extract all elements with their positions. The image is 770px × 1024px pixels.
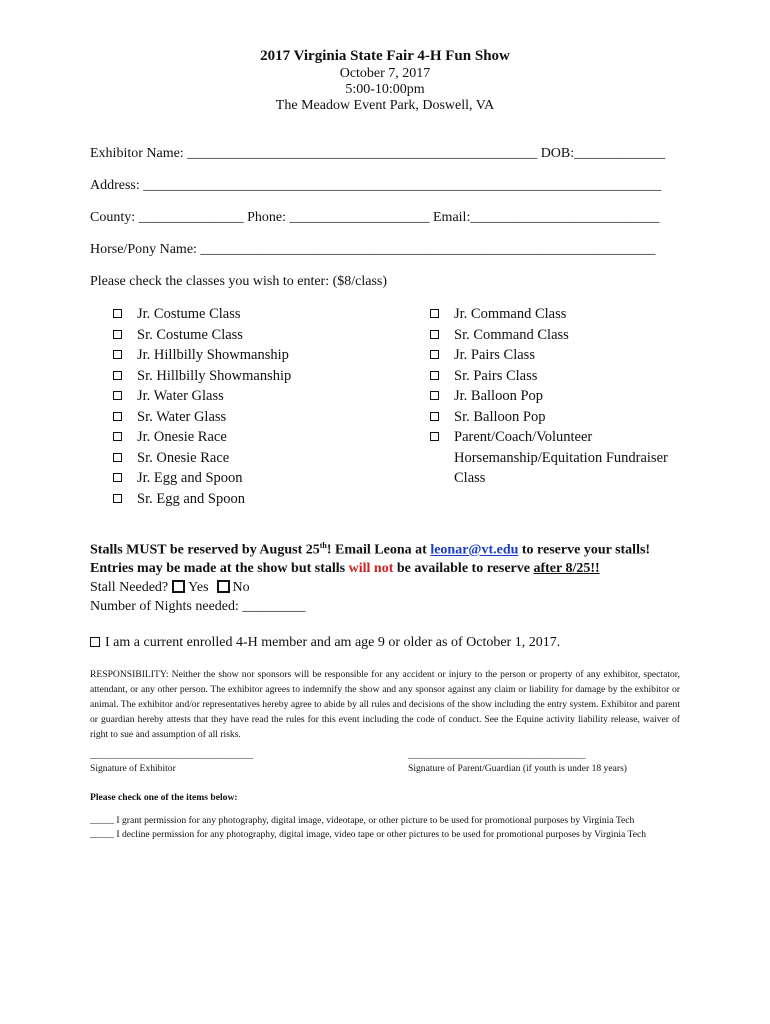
class-option[interactable] [113,407,291,428]
guardian-signature-line[interactable]: _____________________________________ [408,750,586,761]
class-option[interactable] [113,448,291,469]
checkbox-icon[interactable] [430,432,439,441]
class-option[interactable] [430,325,668,346]
stalls-text: Stalls MUST be reserved by August 25 [90,542,320,558]
class-option[interactable] [113,345,291,366]
class-label: Jr. Command Class [454,306,567,322]
class-option[interactable] [113,304,291,325]
member-statement-row [90,635,560,651]
ordinal-suffix: th [319,541,327,550]
exhibitor-signature-label: Signature of Exhibitor [90,763,176,774]
event-time: 5:00-10:00pm [345,82,425,97]
class-option[interactable] [430,427,668,448]
class-option[interactable] [430,345,668,366]
stall-needed-row [90,580,250,596]
no-checkbox[interactable] [217,580,230,593]
member-statement: I am a current enrolled 4-H member and am age 9 or older as of October 1, 2017. [105,635,561,650]
exhibitor-signature-line[interactable]: __________________________________ [90,750,254,761]
class-label: Jr. Egg and Spoon [137,470,243,486]
entries-text: Entries may be made at the show but stalls [90,561,349,576]
county-phone-email-field[interactable]: County: _______________ Phone: ____________________ Email:___________________________ [90,210,660,225]
exhibitor-name-field[interactable]: Exhibitor Name: __________________________________________________ DOB:_____________ [90,146,666,161]
grant-permission-option[interactable]: _____ I grant permission for any photography, digital image, videotape, or other picture to be used for promotional purposes by Virginia Tech [90,815,635,826]
checkbox-icon[interactable] [430,350,439,359]
class-option[interactable] [113,325,291,346]
checkbox-icon[interactable] [113,432,122,441]
stalls-text: to reserve your stalls! [518,542,651,558]
classes-left-column [113,304,291,509]
entries-text: be available to reserve [393,561,534,576]
class-label: Sr. Costume Class [137,326,243,343]
checkbox-icon[interactable] [113,412,122,421]
deadline-text: after 8/25!! [533,561,600,576]
class-label: Jr. Balloon Pop [454,388,544,404]
nights-needed-field[interactable]: Number of Nights needed: _________ [90,599,306,614]
checkbox-icon[interactable] [430,391,439,400]
class-label: Jr. Pairs Class [454,347,535,363]
class-label-continued: Class [454,470,486,486]
checkbox-icon[interactable] [113,473,122,482]
class-label: Sr. Egg and Spoon [137,490,245,507]
checkbox-icon[interactable] [113,330,122,339]
class-label: Sr. Command Class [454,326,569,343]
class-label: Sr. Water Glass [137,408,227,425]
will-not-text: will not [348,561,394,576]
decline-permission-option[interactable]: _____ I decline permission for any photography, digital image, video tape or other pictures to be used for promotional purposes by Virginia Tech [90,829,647,840]
checkbox-icon[interactable] [113,391,122,400]
email-link[interactable]: leonar@vt.edu [430,542,519,558]
class-option[interactable] [113,468,291,489]
class-option[interactable] [430,304,668,325]
class-label: Jr. Water Glass [137,388,224,404]
classes-prompt: Please check the classes you wish to enter: ($8/class) [90,274,388,289]
yes-label: Yes [188,580,209,595]
no-label: No [232,580,250,595]
yes-checkbox[interactable] [172,580,185,593]
class-option[interactable] [113,427,291,448]
checkbox-icon[interactable] [430,371,439,380]
class-label: Jr. Onesie Race [137,429,227,445]
address-field[interactable]: Address: __________________________________________________________________________ [90,178,662,193]
checkbox-icon[interactable] [113,309,122,318]
class-label: Jr. Hillbilly Showmanship [137,347,289,363]
guardian-signature-label: Signature of Parent/Guardian (if youth is under 18 years) [408,763,627,774]
event-date: October 7, 2017 [339,66,431,81]
class-label-continued: Horsemanship/Equitation Fundraiser [454,449,668,466]
checkbox-icon[interactable] [430,330,439,339]
checkbox-icon[interactable] [113,453,122,462]
checkbox-icon[interactable] [430,412,439,421]
class-label: Sr. Balloon Pop [454,408,546,425]
stalls-entries-notice [90,561,600,577]
class-label: Parent/Coach/Volunteer [454,429,593,445]
checkbox-icon[interactable] [113,494,122,503]
checkbox-icon[interactable] [113,350,122,359]
stall-needed-label: Stall Needed? [90,580,169,595]
checkbox-icon[interactable] [113,371,122,380]
permission-heading: Please check one of the items below: [90,792,238,803]
horse-name-field[interactable]: Horse/Pony Name: _________________________________________________________________ [90,242,656,257]
checkbox-icon[interactable] [430,309,439,318]
class-option[interactable] [430,366,668,387]
class-option[interactable] [113,366,291,387]
class-label: Jr. Costume Class [137,306,241,322]
class-label: Sr. Hillbilly Showmanship [137,367,292,384]
class-option[interactable] [430,386,668,407]
class-option[interactable] [430,407,668,428]
classes-right-column [430,304,668,489]
form-title: 2017 Virginia State Fair 4-H Fun Show [260,48,510,64]
stalls-reservation-notice [90,541,650,559]
class-label: Sr. Onesie Race [137,449,230,466]
member-checkbox[interactable] [90,637,100,647]
class-label: Sr. Pairs Class [454,367,538,384]
event-location: The Meadow Event Park, Doswell, VA [275,98,495,113]
class-option[interactable] [113,386,291,407]
responsibility-paragraph: RESPONSIBILITY: Neither the show nor sponsors will be responsible for any accident or injury to the person or property of any exhibitor, spectator, attendant, or any other person. The exhibitor agrees to indemnify the show and any sponsor against any claim or liability for damage by the exhibitor or animal. The exhibitor and/or representatives hereby agree to abide by all rules and decisions of the show including the entry system. Exhibitor and parent or guardian hereby attests that they have read the rules for this event including the code of conduct. See the Equine activity liability release, waiver of right to sue and assumption of all risks. [90,669,680,740]
class-option[interactable] [113,489,291,510]
stalls-text: ! Email Leona at [326,542,431,558]
